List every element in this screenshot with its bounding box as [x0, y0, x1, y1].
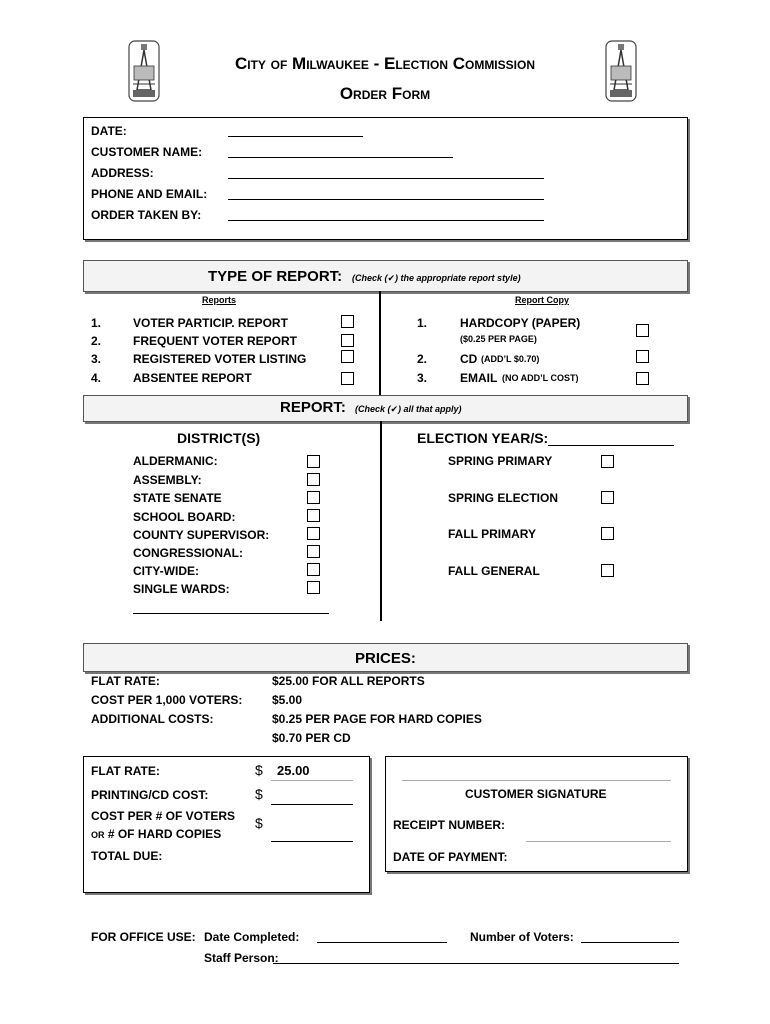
- order-taken-label: ORDER TAKEN BY:: [91, 208, 202, 222]
- copy-note-2: (ADD’L $0.70): [481, 354, 540, 364]
- report-num-4: 4.: [91, 371, 102, 385]
- report-num-1: 1.: [91, 316, 102, 330]
- election-label-1: SPRING PRIMARY: [448, 454, 553, 468]
- customer-signature-field[interactable]: [402, 780, 671, 781]
- totals-cost-label-line1: COST PER # OF VOTERS: [91, 809, 236, 823]
- district-label-4: SCHOOL BOARD:: [133, 510, 236, 524]
- receipt-number-field[interactable]: [526, 841, 671, 842]
- aldermanic-checkbox[interactable]: [307, 455, 320, 468]
- congressional-checkbox[interactable]: [307, 545, 320, 558]
- order-taken-field[interactable]: [228, 220, 544, 221]
- county-supervisor-checkbox[interactable]: [307, 527, 320, 540]
- election-year-field[interactable]: [548, 445, 674, 446]
- totals-cost-currency: $: [255, 815, 263, 831]
- staff-person-label: Staff Person:: [204, 951, 279, 965]
- single-wards-field[interactable]: [133, 613, 329, 614]
- fall-primary-checkbox[interactable]: [601, 527, 614, 540]
- address-field[interactable]: [228, 178, 544, 179]
- report-instruction: (Check (✔) all that apply): [355, 404, 462, 414]
- date-field[interactable]: [228, 136, 363, 137]
- district-label-1: ALDERMANIC:: [133, 454, 218, 468]
- type-of-report-instruction: (Check (✔) the appropriate report style): [352, 273, 521, 283]
- district-label-5: COUNTY SUPERVISOR:: [133, 528, 270, 542]
- totals-flat-value: 25.00: [277, 763, 310, 778]
- totals-due-label: TOTAL DUE:: [91, 849, 163, 863]
- totals-printing-currency: $: [255, 786, 263, 802]
- date-completed-label: Date Completed:: [204, 930, 300, 944]
- report-divider: [380, 421, 382, 621]
- price-label-3: ADDITIONAL COSTS:: [91, 712, 214, 726]
- printing-cost-field[interactable]: [271, 804, 353, 805]
- election-year-header: ELECTION YEAR/S:: [417, 430, 549, 446]
- hardcopy-checkbox[interactable]: [636, 324, 649, 337]
- totals-flat-label: FLAT RATE:: [91, 764, 160, 778]
- registered-voter-checkbox[interactable]: [341, 350, 354, 363]
- type-divider: [379, 291, 381, 395]
- price-value-4: $0.70 PER CD: [272, 731, 351, 745]
- district-label-3: STATE SENATE: [133, 491, 222, 505]
- district-label-7: CITY-WIDE:: [133, 564, 199, 578]
- totals-printing-label: PRINTING/CD COST:: [91, 788, 209, 802]
- city-wide-checkbox[interactable]: [307, 563, 320, 576]
- page-subtitle: Order Form: [339, 84, 431, 103]
- school-board-checkbox[interactable]: [307, 509, 320, 522]
- copy-num-1: 1.: [417, 316, 428, 330]
- report-label-1: VOTER PARTICIP. REPORT: [133, 316, 288, 330]
- report-label-4: ABSENTEE REPORT: [133, 371, 252, 385]
- district-label-6: CONGRESSIONAL:: [133, 546, 244, 560]
- phone-email-field[interactable]: [228, 199, 544, 200]
- price-value-3: $0.25 PER PAGE FOR HARD COPIES: [272, 712, 482, 726]
- copy-label-2: CD: [460, 352, 478, 366]
- election-label-4: FALL GENERAL: [448, 564, 540, 578]
- date-completed-field[interactable]: [317, 942, 447, 943]
- copy-label-1: HARDCOPY (PAPER): [460, 316, 581, 330]
- price-value-2: $5.00: [272, 693, 303, 707]
- district-label-8: SINGLE WARDS:: [133, 582, 230, 596]
- email-checkbox[interactable]: [636, 372, 649, 385]
- totals-cost-hard-copies: # OF HARD COPIES: [107, 827, 222, 841]
- report-copy-header: Report Copy: [515, 295, 569, 305]
- report-label-3: REGISTERED VOTER LISTING: [133, 352, 307, 366]
- cd-checkbox[interactable]: [636, 350, 649, 363]
- customer-name-label: CUSTOMER NAME:: [91, 145, 203, 159]
- totals-cost-label-line2: [91, 827, 221, 841]
- office-use-label: FOR OFFICE USE:: [91, 930, 196, 944]
- report-num-2: 2.: [91, 334, 102, 348]
- totals-flat-currency: $: [255, 762, 263, 778]
- spring-primary-checkbox[interactable]: [601, 455, 614, 468]
- report-num-3: 3.: [91, 352, 102, 366]
- customer-name-field[interactable]: [228, 157, 453, 158]
- address-label: ADDRESS:: [91, 166, 154, 180]
- voter-particip-checkbox[interactable]: [341, 315, 354, 328]
- receipt-number-label: RECEIPT NUMBER:: [393, 818, 506, 832]
- copy-label-3: EMAIL: [460, 371, 498, 385]
- copy-num-2: 2.: [417, 352, 428, 366]
- copy-num-3: 3.: [417, 371, 428, 385]
- district-label-2: ASSEMBLY:: [133, 473, 202, 487]
- totals-cost-or: OR: [91, 830, 105, 840]
- type-of-report-heading: TYPE OF REPORT:: [208, 268, 343, 285]
- report-label-2: FREQUENT VOTER REPORT: [133, 334, 298, 348]
- cost-per-voters-field[interactable]: [271, 841, 353, 842]
- reports-header: Reports: [202, 295, 237, 305]
- absentee-checkbox[interactable]: [341, 372, 354, 385]
- number-of-voters-field[interactable]: [581, 942, 679, 943]
- state-senate-checkbox[interactable]: [307, 491, 320, 504]
- date-of-payment-label: DATE OF PAYMENT:: [393, 850, 508, 864]
- assembly-checkbox[interactable]: [307, 473, 320, 486]
- copy-note-1: ($0.25 PER PAGE): [460, 334, 537, 344]
- prices-heading: PRICES:: [355, 650, 416, 667]
- date-label: DATE:: [91, 124, 127, 138]
- report-heading: REPORT:: [280, 399, 346, 416]
- districts-header: DISTRICT(S): [177, 430, 261, 446]
- election-label-3: FALL PRIMARY: [448, 527, 537, 541]
- copy-note-3: (NO ADD’L COST): [502, 373, 579, 383]
- price-label-2: COST PER 1,000 VOTERS:: [91, 693, 243, 707]
- phone-email-label: PHONE AND EMAIL:: [91, 187, 208, 201]
- frequent-voter-checkbox[interactable]: [341, 334, 354, 347]
- flat-rate-field: [271, 780, 353, 781]
- price-value-1: $25.00 FOR ALL REPORTS: [272, 674, 425, 688]
- customer-signature-label: CUSTOMER SIGNATURE: [465, 787, 607, 801]
- page-title: City of Milwaukee - Election Commission: [234, 54, 535, 73]
- fall-general-checkbox[interactable]: [601, 564, 614, 577]
- spring-election-checkbox[interactable]: [601, 491, 614, 504]
- election-label-2: SPRING ELECTION: [448, 491, 559, 505]
- single-wards-checkbox[interactable]: [307, 581, 320, 594]
- price-label-1: FLAT RATE:: [91, 674, 160, 688]
- number-of-voters-label: Number of Voters:: [470, 930, 574, 944]
- staff-person-field[interactable]: [273, 963, 679, 964]
